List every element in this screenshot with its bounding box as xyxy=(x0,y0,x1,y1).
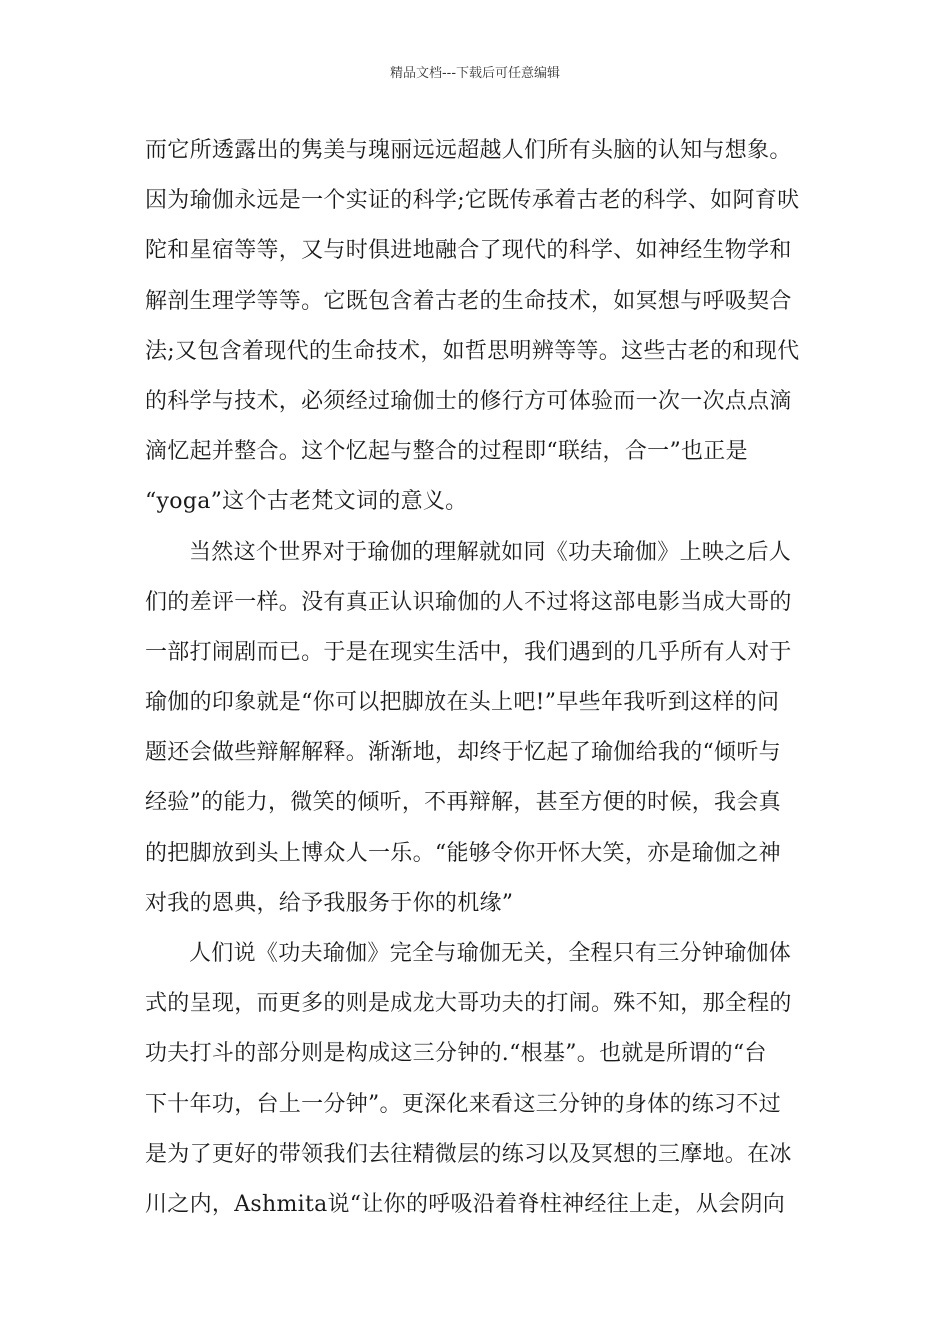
text-line: 当然这个世界对于瑜伽的理解就如同《功夫瑜伽》上映之后人 xyxy=(189,539,792,565)
text-line: 法;又包含着现代的生命技术，如哲思明辨等等。这些古老的和现代 xyxy=(145,338,800,364)
text-line: 一部打闹剧而已。于是在现实生活中，我们遇到的几乎所有人对于 xyxy=(145,639,792,665)
text-line: 人们说《功夫瑜伽》完全与瑜伽无关，全程只有三分钟瑜伽体 xyxy=(189,941,792,966)
text-line: 川之内，Ashmita说“让你的呼吸沿着脊柱神经往上走，从会阴向 xyxy=(145,1191,786,1217)
text-line: 的把脚放到头上博众人一乐。“能够令你开怀大笑，亦是瑜伽之神 xyxy=(145,840,781,866)
text-line: 式的呈现，而更多的则是成龙大哥功夫的打闹。殊不知，那全程的 xyxy=(145,991,792,1017)
body-text xyxy=(145,126,808,1230)
text-line: 是为了更好的带领我们去往精微层的练习以及冥想的三摩地。在冰 xyxy=(145,1141,792,1167)
text-line: 下十年功，台上一分钟”。更深化来看这三分钟的身体的练习不过 xyxy=(145,1091,781,1117)
text-line: 的科学与技术，必须经过瑜伽士的修行方可体验而一次一次点点滴 xyxy=(145,388,792,414)
text-line: 而它所透露出的隽美与瑰丽远远超越人们所有头脑的认知与想象。 xyxy=(145,138,792,163)
text-line: “yoga”这个古老梵文词的意义。 xyxy=(145,489,468,515)
text-line: 题还会做些辩解解释。渐渐地，却终于忆起了瑜伽给我的“倾听与 xyxy=(145,740,781,766)
text-line: 解剖生理学等等。它既包含着古老的生命技术，如冥想与呼吸契合 xyxy=(145,288,792,314)
text-line: 功夫打斗的部分则是构成这三分钟的.“根基”。也就是所谓的“台 xyxy=(145,1041,767,1067)
page-header: 精品文档---下载后可任意编辑 xyxy=(389,66,561,81)
text-line: 对我的恩典，给予我服务于你的机缘” xyxy=(145,890,514,916)
text-line: 们的差评一样。没有真正认识瑜伽的人不过将这部电影当成大哥的 xyxy=(145,589,792,615)
text-line: 陀和星宿等等，又与时俱进地融合了现代的科学、如神经生物学和 xyxy=(145,238,792,264)
text-line: 瑜伽的印象就是“你可以把脚放在头上吧!”早些年我听到这样的问 xyxy=(145,690,780,716)
text-line: 因为瑜伽永远是一个实证的科学;它既传承着古老的科学、如阿育吠 xyxy=(145,188,800,214)
text-line: 经验”的能力，微笑的倾听，不再辩解，甚至方便的时候，我会真 xyxy=(145,790,781,816)
text-line: 滴忆起并整合。这个忆起与整合的过程即“联结，合一”也正是 xyxy=(145,439,748,465)
